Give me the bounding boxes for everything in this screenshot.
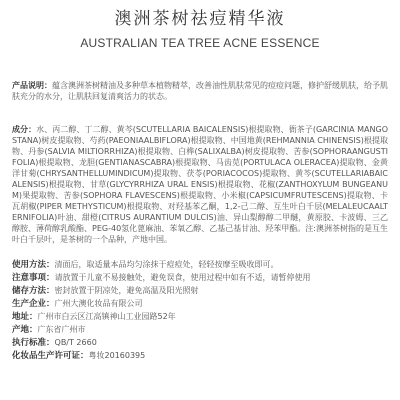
address-row (12, 310, 388, 323)
origin-text: 广东省广州市 (37, 325, 86, 334)
usage-row (12, 258, 388, 271)
license-text: 粤妆20160395 (88, 351, 146, 360)
standard-label: 执行标准： (12, 338, 55, 348)
ingredients-label: 成分： (12, 125, 37, 134)
standard-text: QB/T 2660 (54, 338, 97, 347)
manufacturer-label: 生产企业： (12, 299, 55, 309)
precautions-text: 请放置于儿童不易接触处，避免误食，使用过程中如有不适，请暂停使用 (54, 273, 311, 282)
storage-label: 储存方法： (12, 286, 55, 296)
origin-row (12, 323, 388, 336)
manufacturer-row (12, 297, 388, 310)
ingredients-section (12, 124, 388, 245)
precautions-row (12, 271, 388, 284)
origin-label: 产地： (12, 325, 38, 335)
usage-text: 清面后，取适量本品均匀涂抹于痘痘处，轻轻按摩至吸收即可。 (54, 260, 279, 269)
precautions-label: 注意事项： (12, 273, 55, 283)
product-description (12, 80, 388, 102)
address-label: 地址： (12, 312, 38, 322)
storage-text: 密封放置于阴凉处，避免高温及阳光照射 (54, 286, 199, 295)
product-title-chinese: 澳洲茶树祛痘精华液 (114, 9, 286, 29)
license-row (12, 349, 388, 362)
address-text: 广州市白云区江高镇神山工业园路52年 (37, 312, 176, 321)
ingredients-text: 水、丙二醇、丁二醇、黄芩(SCUTELLARIA BAICALENSIS)根提取物、衙茶子(GARCINIA MANGOSTANA)树皮提取物、芍药(PAEONIAALBIFLORA)根提取物、中国地黄(REHMANNIA CHINENSIS)根提取物、丹参(SALVIA MILTIORRHIZA)根提取物、白桦(SALIXALBA)树皮提取物、苦参(SOPHORAANGUSTIFOLIA)根提取物、龙胆(GENTIANASCABRA)根提取物、马齿苋(PORTULACA OLERACEA)提取物、金黄洋甘菊(CHRYSANTHELLUMINDICUM)提取物、茯苓(PORIACOCOS)提取物、黄芩(SCUTELLARIABAICALENSIS)根提取物、甘草(GLYCYRRHIZA URAL ENSIS)根提取物、花椒(ZANTHOXYLUM BUNGEANUM)果提取物、苦参(SOPHORA FLAVESCENS)根提取物、小米椒(CAPSICUMFRUTESCENS)提取物、卡瓦胡椒(PIPER METHYSTICUM)根提取物、对羟基苯乙酮，1,2-己二醇、互生叶白千层(MELALEUCAALTERNIFOLIA)叶油、甜橙(CITRUS AURANTIUM DULCIS)油、异山梨醇醇二甲醚，黄原胶、卡波姆、三乙醇胺、薄荷醇乳酸酯、PEG-40氢化蓖麻油、苯氧乙醇、乙基己基甘油、羟苯甲酯。注:澳洲茶树指的是互生叶白千层叶，是茶树的一个品种，产地中国。 (12, 125, 388, 244)
standard-row (12, 336, 388, 349)
license-label: 化妆品生产许可证： (12, 351, 89, 361)
product-info-list (12, 258, 388, 362)
usage-label: 使用方法： (12, 260, 55, 270)
manufacturer-text: 广州大澳化妆品有限公司 (54, 299, 143, 308)
product-description-label: 产品说明： (12, 81, 52, 90)
product-title-english: AUSTRALIAN TEA TREE ACNE ESSENCE (80, 36, 320, 50)
product-description-text: 蕴含澳洲茶树精油及多种草本植物精萃，改善油性肌肤常见的痘痘问题，修护舒缓肌肤，给予肌肤充分的水分，让肌肤回复清爽活力的状态。 (12, 81, 388, 101)
storage-row (12, 284, 388, 297)
